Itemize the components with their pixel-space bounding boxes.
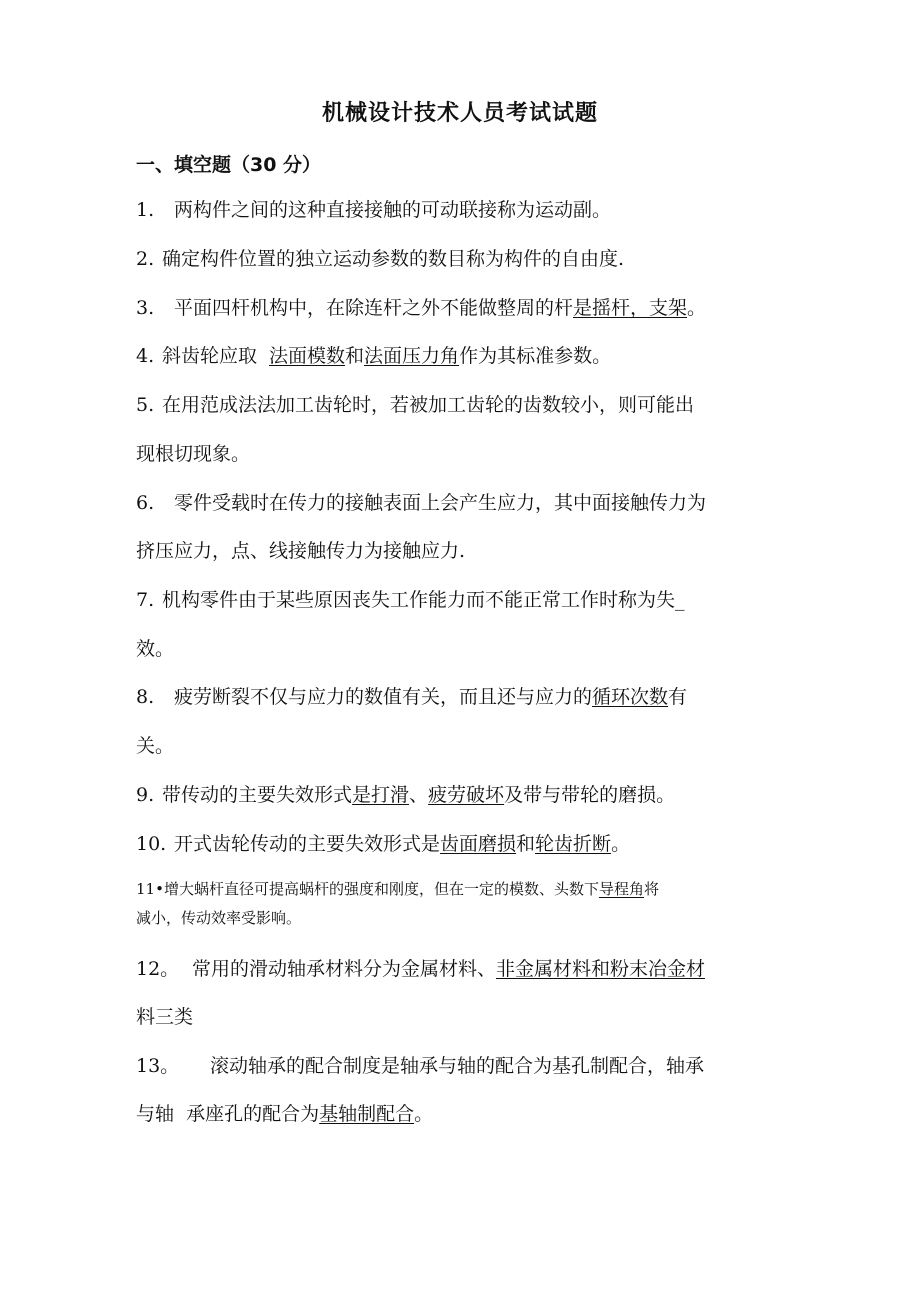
answer-blank: 是摇杆，支架 <box>573 297 688 319</box>
question-text: 在用范成法法加工齿轮时，若被加工齿轮的齿数较小，则可能出 <box>162 394 695 416</box>
question-text: 与轴 承座孔的配合为 <box>136 1103 320 1125</box>
question-text-end: 。 <box>687 297 707 319</box>
question-text: 两构件之间的这种直接接触的可动联接称为运动副。 <box>174 199 612 221</box>
question-5-continued: 现根切现象。 <box>136 443 251 465</box>
answer-blank-1: 法面模数 <box>269 345 346 367</box>
answer-blank-2: 轮齿折断 <box>535 833 612 855</box>
question-12 <box>136 955 705 983</box>
question-text-end: 及带与带轮的磨损。 <box>504 784 676 806</box>
question-text: 滚动轴承的配合制度是轴承与轴的配合为基孔制配合，轴承 <box>210 1055 705 1077</box>
question-6 <box>136 489 706 517</box>
question-number: 4. <box>136 345 155 367</box>
question-12-continued: 料三类 <box>136 1006 194 1028</box>
question-text-end: 。 <box>414 1103 434 1125</box>
question-text-end: 将 <box>643 880 659 898</box>
question-1 <box>136 196 611 224</box>
question-2 <box>136 245 624 273</box>
question-6-continued: 挤压应力，点、线接触传力为接触应力. <box>136 540 466 562</box>
question-number: 6. <box>136 492 155 514</box>
question-8-continued: 关。 <box>136 735 175 757</box>
answer-blank-1: 是打滑 <box>352 784 410 806</box>
question-number: 2. <box>136 248 155 270</box>
question-number: 9. <box>136 784 155 806</box>
question-text: 零件受载时在传力的接触表面上会产生应力，其中面接触传力为 <box>174 492 707 514</box>
answer-blank-2: 法面压力角 <box>364 345 460 367</box>
question-10 <box>136 830 630 858</box>
question-text-end: 有 <box>668 686 688 708</box>
page-title: 机械设计技术人员考试试题 <box>321 101 598 126</box>
question-13 <box>136 1052 704 1080</box>
question-text: 开式齿轮传动的主要失效形式是 <box>174 833 441 855</box>
question-text: 确定构件位置的独立运动参数的数目称为构件的自由度. <box>162 248 625 270</box>
question-7 <box>136 586 685 614</box>
question-text-mid: 和 <box>345 345 365 367</box>
question-9 <box>136 781 675 809</box>
question-text: 常用的滑动轴承材料分为金属材料、 <box>192 958 497 980</box>
question-number: 8. <box>136 686 155 708</box>
question-text: 机构零件由于某些原因丧失工作能力而不能正常工作时称为失_ <box>162 589 685 611</box>
question-13-continued <box>136 1100 433 1128</box>
question-text: 带传动的主要失效形式 <box>162 784 353 806</box>
question-number: 10. <box>136 833 167 855</box>
question-number: 13。 <box>136 1055 180 1077</box>
question-text-mid: 、 <box>409 784 429 806</box>
question-number: 11• <box>136 880 164 898</box>
answer-blank: 循环次数 <box>592 686 669 708</box>
section-heading: 一、填空题（30 分） <box>136 154 322 176</box>
question-number: 5. <box>136 394 155 416</box>
question-3 <box>136 294 706 322</box>
question-number: 7. <box>136 589 155 611</box>
question-text: 疲劳断裂不仅与应力的数值有关，而且还与应力的 <box>174 686 593 708</box>
question-11-continued: 减小，传动效率受影响。 <box>136 909 302 927</box>
answer-blank: 基轴制配合 <box>319 1103 415 1125</box>
question-7-continued: 效。 <box>136 638 175 660</box>
question-11 <box>136 878 659 900</box>
question-number: 12。 <box>136 958 180 980</box>
answer-blank: 导程角 <box>598 880 644 898</box>
answer-blank-1: 齿面磨损 <box>440 833 517 855</box>
question-text: 斜齿轮应取 <box>162 345 258 367</box>
question-number: 3. <box>136 297 155 319</box>
question-text: 平面四杆机构中，在除连杆之外不能做整周的杆 <box>174 297 574 319</box>
question-text-mid: 和 <box>516 833 536 855</box>
answer-blank-2: 疲劳破坏 <box>428 784 505 806</box>
question-text: 增大蜗杆直径可提高蜗杆的强度和刚度，但在一定的模数、头数下 <box>163 880 599 898</box>
question-8 <box>136 683 687 711</box>
question-text-end: 。 <box>611 833 631 855</box>
question-5 <box>136 391 694 419</box>
answer-blank: 非金属材料和粉末冶金材 <box>496 958 706 980</box>
question-number: 1. <box>136 199 155 221</box>
question-text-end: 作为其标准参数。 <box>459 345 612 367</box>
question-4 <box>136 342 611 370</box>
